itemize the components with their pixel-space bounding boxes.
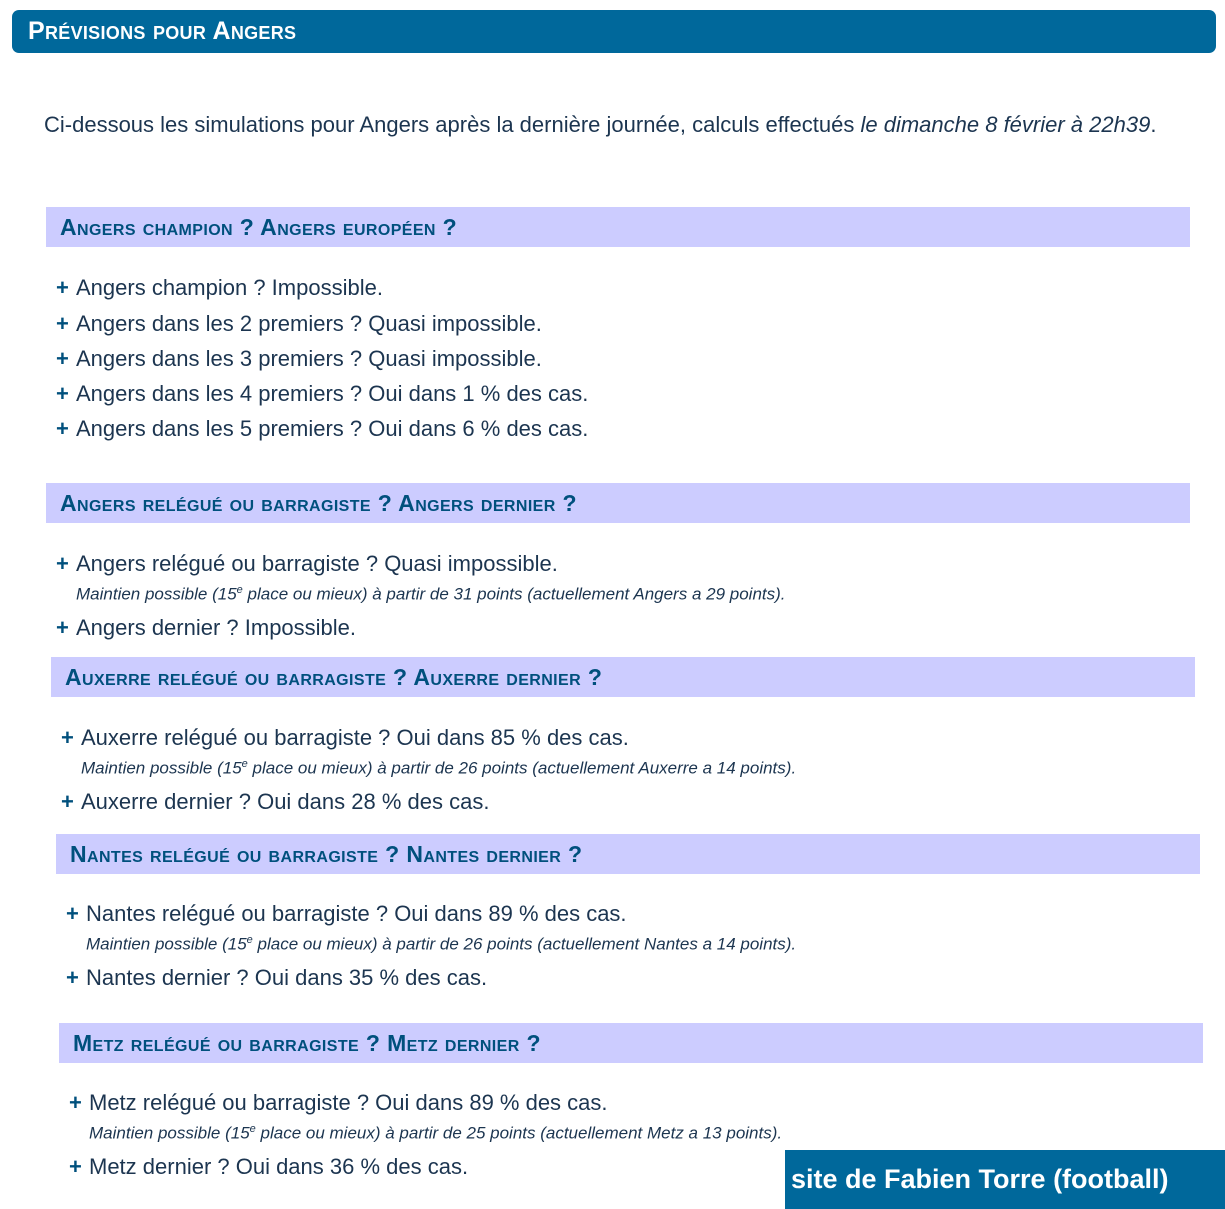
list-item bbox=[56, 615, 356, 641]
plus-icon: + bbox=[56, 311, 69, 336]
list-item bbox=[66, 901, 627, 927]
note-text: place ou mieux) à partir de 26 points (actuellement Auxerre a 14 points). bbox=[247, 758, 797, 778]
plus-icon: + bbox=[56, 551, 69, 576]
plus-icon: + bbox=[56, 275, 69, 300]
list-item bbox=[61, 725, 629, 751]
section-nantes-relegation bbox=[56, 834, 1200, 990]
section-heading: Auxerre relégué ou barragiste ? Auxerre dernier ? bbox=[51, 657, 1195, 697]
maintenance-note bbox=[76, 584, 786, 605]
list-item-text: Angers dans les 3 premiers ? Quasi impossible. bbox=[76, 346, 542, 371]
plus-icon: + bbox=[69, 1090, 82, 1115]
list-item-text: Angers relégué ou barragiste ? Quasi impossible. bbox=[76, 551, 558, 576]
note-text: place ou mieux) à partir de 26 points (actuellement Nantes a 14 points). bbox=[252, 934, 797, 954]
plus-icon: + bbox=[56, 615, 69, 640]
list-item-text: Metz relégué ou barragiste ? Oui dans 89 % des cas. bbox=[89, 1090, 608, 1115]
note-sup: e bbox=[249, 1123, 256, 1135]
list-item bbox=[69, 1154, 468, 1180]
list-item-text: Angers dernier ? Impossible. bbox=[76, 615, 357, 640]
plus-icon: + bbox=[66, 965, 79, 990]
section-heading: Angers champion ? Angers européen ? bbox=[46, 207, 1190, 247]
list-item-text: Nantes dernier ? Oui dans 35 % des cas. bbox=[86, 965, 488, 990]
intro-text: Ci-dessous les simulations pour Angers après la dernière journée, calculs effectués bbox=[44, 112, 861, 137]
section-angers-relegation bbox=[46, 483, 1190, 640]
plus-icon: + bbox=[56, 381, 69, 406]
list-item bbox=[56, 381, 588, 407]
list-item bbox=[56, 311, 542, 337]
note-sup: e bbox=[236, 584, 243, 596]
list-item-text: Auxerre relégué ou barragiste ? Oui dans 85 % des cas. bbox=[81, 725, 629, 750]
section-heading: Metz relégué ou barragiste ? Metz dernier ? bbox=[59, 1023, 1203, 1063]
plus-icon: + bbox=[69, 1154, 82, 1179]
list-item bbox=[66, 965, 487, 991]
maintenance-note bbox=[86, 934, 796, 955]
list-item bbox=[69, 1090, 608, 1116]
note-sup: e bbox=[246, 934, 253, 946]
note-text: Maintien possible (15 bbox=[76, 584, 237, 604]
list-item-text: Metz dernier ? Oui dans 36 % des cas. bbox=[89, 1154, 469, 1179]
plus-icon: + bbox=[56, 346, 69, 371]
section-heading: Angers relégué ou barragiste ? Angers dernier ? bbox=[46, 483, 1190, 523]
intro-paragraph bbox=[20, 110, 1220, 139]
section-heading: Nantes relégué ou barragiste ? Nantes dernier ? bbox=[56, 834, 1200, 874]
list-item-text: Angers dans les 5 premiers ? Oui dans 6 % des cas. bbox=[76, 416, 589, 441]
section-auxerre-relegation bbox=[51, 657, 1195, 814]
plus-icon: + bbox=[56, 416, 69, 441]
list-item-text: Angers dans les 2 premiers ? Quasi impossible. bbox=[76, 311, 542, 336]
plus-icon: + bbox=[66, 901, 79, 926]
list-item-text: Nantes relégué ou barragiste ? Oui dans 89 % des cas. bbox=[86, 901, 627, 926]
intro-date: le dimanche 8 février à 22h39 bbox=[860, 112, 1151, 137]
note-text: Maintien possible (15 bbox=[86, 934, 247, 954]
note-text: place ou mieux) à partir de 31 points (actuellement Angers a 29 points). bbox=[242, 584, 786, 604]
list-item bbox=[56, 551, 558, 577]
plus-icon: + bbox=[61, 725, 74, 750]
list-item-text: Angers champion ? Impossible. bbox=[76, 275, 383, 300]
list-item bbox=[61, 789, 489, 815]
site-credit-banner[interactable]: site de Fabien Torre (football) bbox=[785, 1150, 1225, 1209]
maintenance-note bbox=[89, 1123, 782, 1144]
section-angers-champion bbox=[46, 207, 1190, 441]
note-text: Maintien possible (15 bbox=[89, 1123, 250, 1143]
maintenance-note bbox=[81, 758, 796, 779]
note-text: Maintien possible (15 bbox=[81, 758, 242, 778]
list-item bbox=[56, 416, 588, 442]
intro-end: . bbox=[1150, 112, 1157, 137]
note-sup: e bbox=[241, 758, 248, 770]
page-title: Prévisions pour Angers bbox=[12, 10, 1216, 53]
plus-icon: + bbox=[61, 789, 74, 814]
list-item-text: Angers dans les 4 premiers ? Oui dans 1 % des cas. bbox=[76, 381, 589, 406]
list-item bbox=[56, 275, 383, 301]
list-item bbox=[56, 346, 542, 372]
note-text: place ou mieux) à partir de 25 points (actuellement Metz a 13 points). bbox=[255, 1123, 783, 1143]
list-item-text: Auxerre dernier ? Oui dans 28 % des cas. bbox=[81, 789, 490, 814]
